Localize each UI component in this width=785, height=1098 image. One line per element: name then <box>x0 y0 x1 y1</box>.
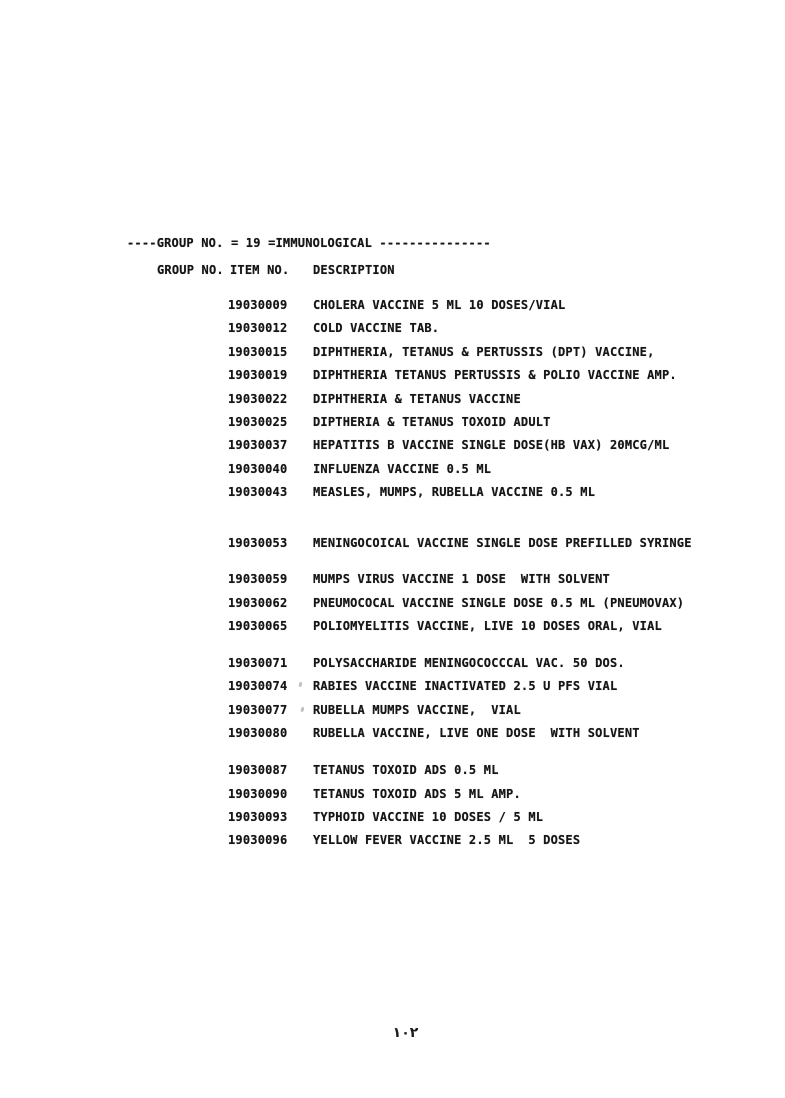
item-no-cell: 19030019 <box>228 368 288 383</box>
item-no-cell: 19030053 <box>228 535 288 550</box>
item-no-cell: 19030040 <box>228 461 288 476</box>
group-header: ----GROUP NO. = 19 =IMMUNOLOGICAL --------------- <box>127 236 491 250</box>
description-cell: TETANUS TOXOID ADS 0.5 ML <box>313 763 499 778</box>
column-header-item-no: ITEM NO. <box>230 263 290 277</box>
item-no-cell: 19030080 <box>228 726 288 741</box>
description-cell: RABIES VACCINE INACTIVATED 2.5 U PFS VIAL <box>313 679 618 694</box>
description-cell: TETANUS TOXOID ADS 5 ML AMP. <box>313 786 521 801</box>
item-no-cell: 19030077 <box>228 702 288 717</box>
table-row <box>0 806 785 829</box>
item-no-cell: 19030009 <box>228 298 288 312</box>
item-no-cell: 19030012 <box>228 321 288 336</box>
description-cell: POLYSACCHARIDE MENINGOCOCCCAL VAC. 50 DOS. <box>313 656 625 671</box>
description-cell: TYPHOID VACCINE 10 DOSES / 5 ML <box>313 809 544 824</box>
table-row <box>0 615 785 638</box>
table-row <box>0 699 785 722</box>
item-no-cell: 19030015 <box>228 344 288 359</box>
description-cell: PNEUMOCOCAL VACCINE SINGLE DOSE 0.5 ML (PNEUMOVAX) <box>313 595 685 610</box>
table-row <box>0 675 785 698</box>
description-cell: HEPATITIS B VACCINE SINGLE DOSE(HB VAX) 20MCG/ML <box>313 438 670 453</box>
description-cell: MUMPS VIRUS VACCINE 1 DOSE WITH SOLVENT <box>313 572 610 587</box>
item-no-cell: 19030096 <box>228 833 288 848</box>
table-row <box>0 458 785 481</box>
item-no-cell: 19030065 <box>228 619 288 634</box>
description-cell: DIPHTHERIA TETANUS PERTUSSIS & POLIO VACCINE AMP. <box>313 368 677 383</box>
item-no-cell: 19030025 <box>228 414 288 429</box>
description-cell: COLD VACCINE TAB. <box>313 321 440 336</box>
item-no-cell: 19030043 <box>228 485 288 500</box>
description-cell: MEASLES, MUMPS, RUBELLA VACCINE 0.5 ML <box>313 485 596 500</box>
description-cell: DIPHTHERIA, TETANUS & PERTUSSIS (DPT) VACCINE, <box>313 344 655 359</box>
description-cell: DIPTHERIA & TETANUS TOXOID ADULT <box>313 414 551 429</box>
description-cell: INFLUENZA VACCINE 0.5 ML <box>313 461 492 476</box>
table-row <box>0 364 785 387</box>
item-no-cell: 19030059 <box>228 572 288 587</box>
description-cell: YELLOW FEVER VACCINE 2.5 ML 5 DOSES <box>313 833 581 848</box>
item-list <box>0 294 785 853</box>
column-header-description: DESCRIPTION <box>313 263 395 277</box>
item-no-cell: 19030087 <box>228 763 288 778</box>
table-row <box>0 388 785 411</box>
column-header-group-no: GROUP NO. <box>157 263 224 277</box>
item-no-cell: 19030037 <box>228 438 288 453</box>
description-cell: RUBELLA MUMPS VACCINE, VIAL <box>313 702 521 717</box>
table-row <box>0 411 785 434</box>
page-number: ١٠٢ <box>392 1025 419 1041</box>
table-row <box>0 481 785 504</box>
description-cell: CHOLERA VACCINE 5 ML 10 DOSES/VIAL <box>313 298 566 312</box>
column-headers <box>0 264 785 278</box>
table-row <box>0 722 785 745</box>
table-row <box>0 829 785 852</box>
table-row <box>0 341 785 364</box>
item-no-cell: 19030090 <box>228 786 288 801</box>
table-row <box>0 434 785 457</box>
table-row <box>0 294 785 317</box>
table-row <box>0 783 785 806</box>
table-row <box>0 568 785 591</box>
item-no-cell: 19030071 <box>228 656 288 671</box>
item-no-cell: 19030062 <box>228 595 288 610</box>
table-row <box>0 759 785 782</box>
table-row <box>0 592 785 615</box>
description-cell: POLIOMYELITIS VACCINE, LIVE 10 DOSES ORAL, VIAL <box>313 619 662 634</box>
description-cell: DIPHTHERIA & TETANUS VACCINE <box>313 391 521 406</box>
description-cell: MENINGOCOICAL VACCINE SINGLE DOSE PREFILLED SYRINGE <box>313 535 692 550</box>
item-no-cell: 19030022 <box>228 391 288 406</box>
item-no-cell: 19030093 <box>228 809 288 824</box>
item-no-cell: 19030074 <box>228 679 288 694</box>
table-row <box>0 652 785 675</box>
table-row <box>0 317 785 340</box>
description-cell: RUBELLA VACCINE, LIVE ONE DOSE WITH SOLVENT <box>313 726 640 741</box>
table-row <box>0 532 785 555</box>
